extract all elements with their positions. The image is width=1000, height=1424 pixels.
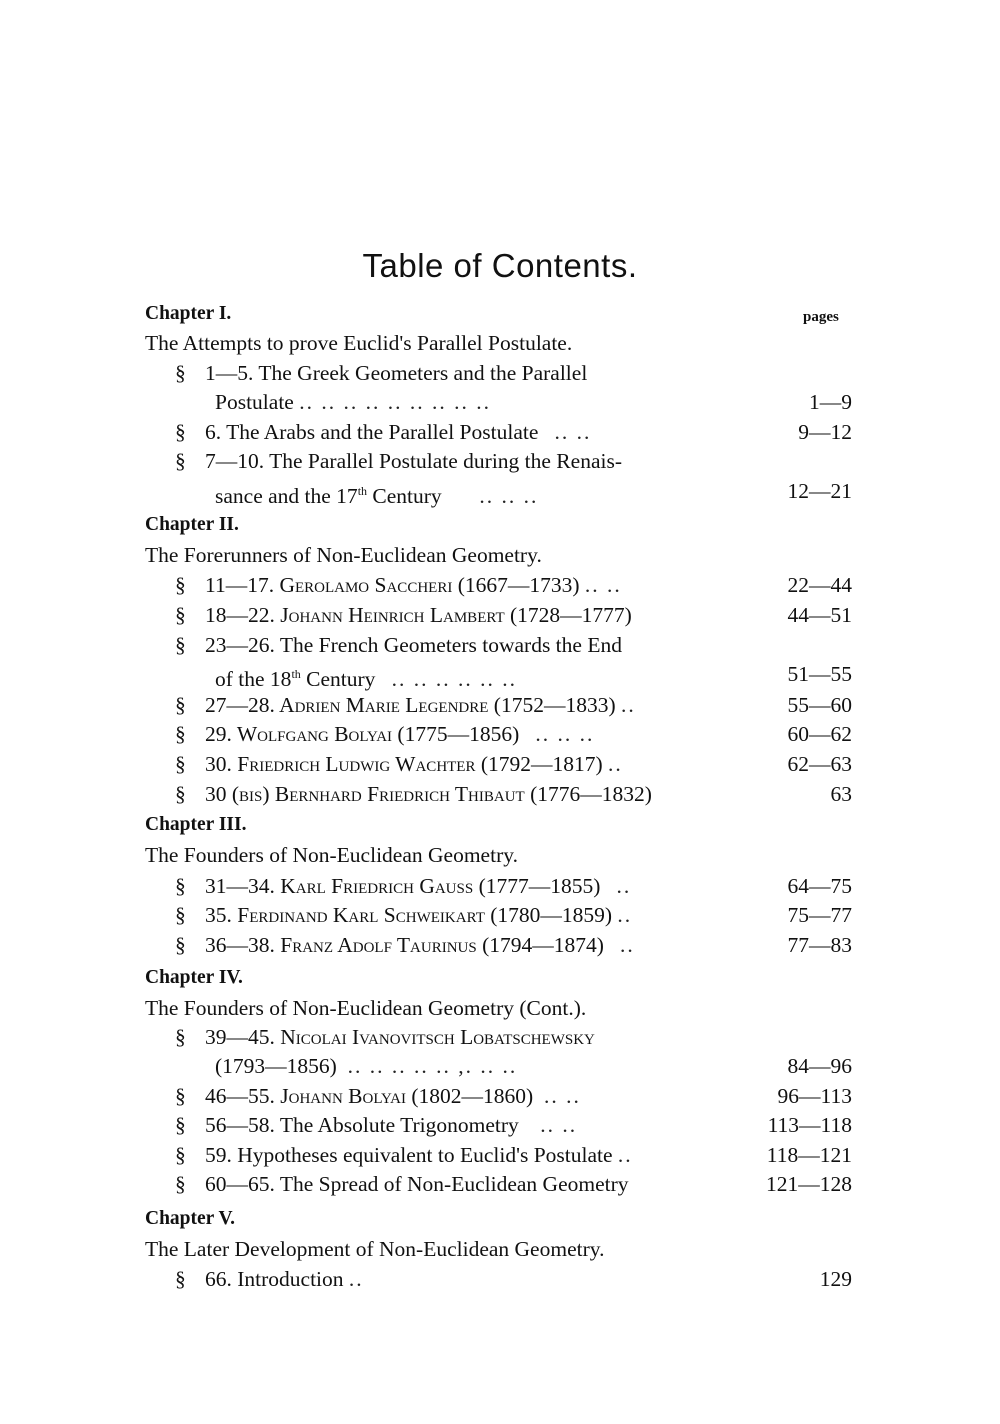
page-range: 55—60 — [787, 693, 852, 717]
chapter-3-subtitle: The Founders of Non-Euclidean Geometry. — [145, 843, 518, 867]
section-mark: § — [175, 933, 186, 957]
chapter-subtitle — [145, 540, 852, 570]
section-mark: § — [175, 1267, 186, 1291]
toc-entry — [145, 1169, 852, 1199]
toc-entry — [145, 358, 852, 388]
leader-dots: .. .. .. .. .. ,. .. .. — [347, 1054, 518, 1078]
entry-text: 29. Wolfgang Bolyai (1775—1856) — [205, 722, 520, 746]
chapter-5-subtitle: The Later Development of Non-Euclidean Geometry. — [145, 1237, 605, 1261]
entry-text: sance and the 17 — [215, 484, 358, 509]
chapter-subtitle — [145, 840, 852, 870]
section-mark: § — [175, 903, 186, 927]
page-range: 77—83 — [787, 933, 852, 957]
section-mark: § — [175, 693, 186, 717]
leader-dots: .. — [617, 1143, 633, 1167]
toc-entry — [145, 630, 852, 660]
toc-entry — [145, 570, 852, 600]
entry-text: 11—17. Gerolamo Saccheri (1667—1733) — [205, 573, 580, 597]
entry-text: 30 (bis) Bernhard Friedrich Thibaut (1776—1832) — [205, 782, 652, 806]
entry-text: 66. Introduction — [205, 1267, 344, 1291]
entry-text: 46—55. Johann Bolyai (1802—1860) — [205, 1084, 534, 1108]
chapter-heading — [145, 1204, 852, 1234]
toc-entry — [145, 1081, 852, 1111]
chapter-subtitle — [145, 993, 852, 1023]
toc-entry — [145, 690, 852, 720]
page-range: 22—44 — [787, 573, 852, 597]
section-mark: § — [175, 449, 186, 473]
entry-text: 60—65. The Spread of Non-Euclidean Geometry — [205, 1172, 629, 1196]
leader-dots: .. — [620, 933, 635, 957]
chapter-5-heading: Chapter V. — [145, 1208, 235, 1229]
section-mark: § — [175, 420, 186, 444]
section-mark: § — [175, 1025, 186, 1049]
entry-text: 7—10. The Parallel Postulate during the Renais- — [205, 449, 622, 473]
toc-entry — [145, 387, 852, 417]
entry-text: 1—5. The Greek Geometers and the Parallel — [205, 361, 588, 385]
section-mark: § — [175, 1143, 186, 1167]
section-mark: § — [175, 752, 186, 776]
page-range: 44—51 — [787, 603, 852, 627]
page-range: 96—113 — [777, 1084, 852, 1108]
entry-text: Century — [300, 667, 376, 692]
section-mark: § — [175, 782, 186, 806]
section-mark: § — [175, 603, 186, 627]
chapter-heading — [145, 810, 852, 840]
toc-entry — [145, 600, 852, 630]
page-range: 64—75 — [787, 874, 852, 898]
entry-text: 18—22. Johann Heinrich Lambert (1728—1777) — [205, 603, 632, 627]
leader-dots: .. .. .. — [479, 484, 539, 509]
chapter-4-subtitle: The Founders of Non-Euclidean Geometry (Cont.). — [145, 996, 587, 1020]
toc-entry — [145, 1264, 852, 1294]
section-mark: § — [175, 874, 186, 898]
page-range: 51—55 — [787, 662, 852, 686]
page-range: 113—118 — [767, 1113, 852, 1137]
chapter-1-subtitle: The Attempts to prove Euclid's Parallel Postulate. — [145, 331, 573, 355]
leader-dots: .. .. .. .. .. .. — [391, 667, 517, 692]
page-range: 62—63 — [787, 752, 852, 776]
chapter-2-subtitle: The Forerunners of Non-Euclidean Geometry. — [145, 543, 542, 567]
entry-text: 35. Ferdinand Karl Schweikart (1780—1859) — [205, 903, 613, 927]
page-range: 63 — [830, 782, 852, 806]
leader-dots: .. .. — [540, 1113, 578, 1137]
entry-text: Postulate — [215, 390, 294, 414]
leader-dots: .. — [617, 903, 633, 927]
pages-column-header: pages — [803, 309, 839, 325]
toc-entry — [145, 446, 852, 476]
leader-dots: .. .. — [584, 573, 622, 597]
toc-entry — [145, 719, 852, 749]
chapter-heading — [145, 299, 852, 329]
page-range: 129 — [819, 1267, 852, 1291]
toc-entry — [145, 779, 852, 809]
superscript: th — [357, 484, 368, 498]
page-range: 84—96 — [787, 1054, 852, 1078]
section-mark: § — [175, 1113, 186, 1137]
toc-entry — [145, 749, 852, 779]
entry-text: 23—26. The French Geometers towards the End — [205, 633, 622, 657]
chapter-3-heading: Chapter III. — [145, 814, 247, 835]
section-mark: § — [175, 573, 186, 597]
toc-entry — [145, 871, 852, 901]
toc-entry — [145, 659, 852, 692]
page-range: 118—121 — [766, 1143, 852, 1167]
leader-dots: .. — [608, 752, 623, 776]
entry-text: 6. The Arabs and the Parallel Postulate — [205, 420, 539, 444]
chapter-subtitle — [145, 1234, 852, 1264]
toc-entry — [145, 1110, 852, 1140]
leader-dots: .. — [616, 874, 632, 898]
entry-text: 36—38. Franz Adolf Taurinus (1794—1874) — [205, 933, 604, 957]
toc-entry — [145, 900, 852, 930]
chapter-2-heading: Chapter II. — [145, 514, 239, 535]
entry-text: 59. Hypotheses equivalent to Euclid's Postulate — [205, 1143, 613, 1167]
page-range: 75—77 — [787, 903, 852, 927]
section-mark: § — [175, 361, 186, 385]
entry-text: 27—28. Adrien Marie Legendre (1752—1833) — [205, 693, 616, 717]
section-mark: § — [175, 1084, 186, 1108]
toc-entry — [145, 417, 852, 447]
entry-text: (1793—1856) — [215, 1054, 337, 1078]
leader-dots: .. — [348, 1267, 364, 1291]
chapter-heading — [145, 510, 852, 540]
leader-dots: .. — [620, 693, 636, 717]
entry-text: 56—58. The Absolute Trigonometry — [205, 1113, 519, 1137]
leader-dots: .. .. .. — [535, 722, 595, 746]
page-range: 12—21 — [787, 479, 852, 503]
chapter-subtitle — [145, 328, 852, 358]
section-mark: § — [175, 1172, 186, 1196]
leader-dots: .. .. — [543, 1084, 581, 1108]
page-range: 121—128 — [766, 1172, 852, 1196]
entry-text: 30. Friedrich Ludwig Wachter (1792—1817) — [205, 752, 603, 776]
page-range: 1—9 — [809, 390, 852, 414]
page-title: Table of Contents. — [362, 247, 638, 284]
entry-text: 31—34. Karl Friedrich Gauss (1777—1855) — [205, 874, 601, 898]
leader-dots: .. .. — [554, 420, 592, 444]
toc-entry — [145, 476, 852, 509]
chapter-1-heading: Chapter I. — [145, 303, 232, 324]
toc-entry — [145, 930, 852, 960]
leader-dots: .. .. .. .. .. .. .. .. .. — [299, 390, 491, 414]
toc-entry — [145, 1140, 852, 1170]
chapter-heading — [145, 963, 852, 993]
chapter-4-heading: Chapter IV. — [145, 967, 243, 988]
toc-entry — [145, 1051, 852, 1081]
page-range: 9—12 — [798, 420, 852, 444]
entry-text: Century — [367, 484, 442, 509]
section-mark: § — [175, 722, 186, 746]
entry-text: 39—45. Nicolai Ivanovitsch Lobatschewsky — [205, 1025, 595, 1049]
entry-text: of the 18 — [215, 667, 292, 692]
section-mark: § — [175, 633, 186, 657]
superscript: th — [291, 667, 301, 681]
toc-entry — [145, 1022, 852, 1052]
page-range: 60—62 — [787, 722, 852, 746]
